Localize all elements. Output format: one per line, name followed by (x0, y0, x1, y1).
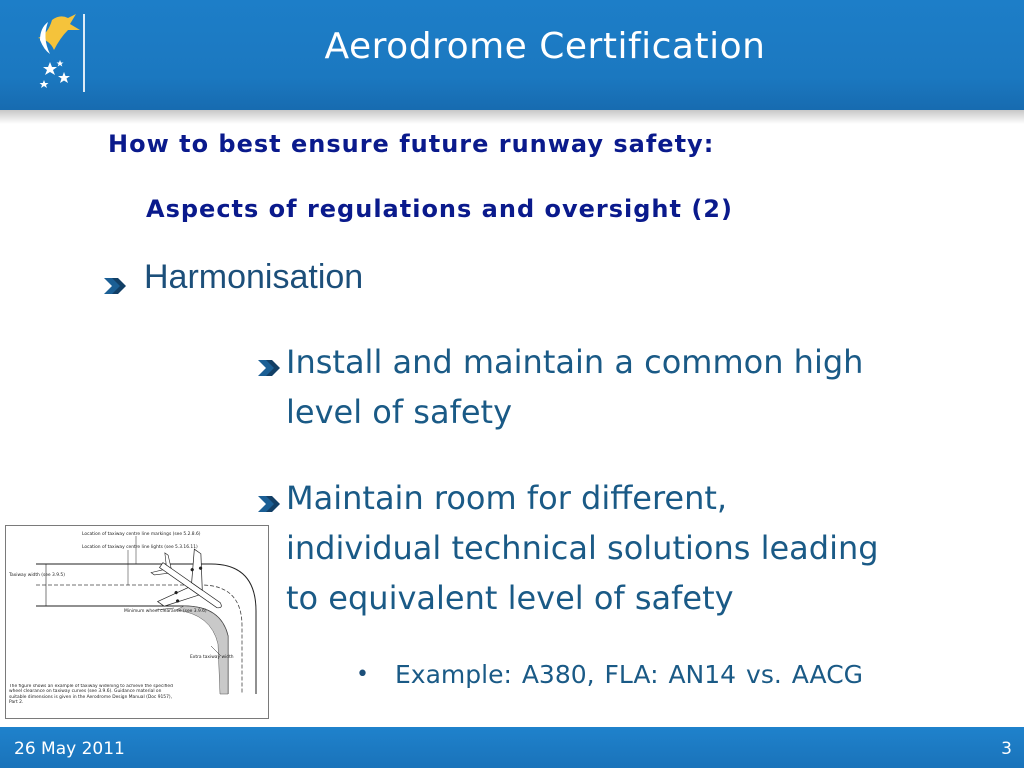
logo-divider (83, 14, 85, 92)
bullet-common-safety (286, 337, 986, 437)
header-shadow (0, 110, 1024, 124)
bullet-harmonisation: Harmonisation (144, 258, 364, 296)
arrow-bullet-icon (102, 276, 130, 296)
eurocontrol-star-logo-icon (30, 10, 90, 96)
subtitle-question: How to best ensure future runway safety: (108, 130, 715, 158)
taxiway-diagram-figure (6, 526, 268, 718)
subtitle-aspects: Aspects of regulations and oversight (2) (146, 195, 733, 223)
bullet-line: to equivalent level of safety (286, 579, 734, 617)
diagram-caption: The figure shows an example of taxiway widening to achieve the specified wheel clearance on taxiway curves (see 3.9.6). Guidance material on suitable dimensions is given in the Aerodrome Design Manual (Doc 9157), Part 2. (9, 684, 173, 706)
dot-bullet-icon: • (356, 662, 369, 687)
bullet-line: individual technical solutions leading (286, 529, 879, 567)
footer-bar (0, 727, 1024, 768)
diagram-label-min-clearance: Minimum wheel clearance (see 3.9.6) (124, 609, 207, 614)
diagram-label-centre-markings: Location of taxiway centre line markings (see 5.2.8.6) (82, 532, 201, 537)
bullet-example: Example: A380, FLA: AN14 vs. AACG (395, 660, 864, 689)
bullet-line: level of safety (286, 393, 512, 431)
taxiway-widening-diagram (5, 525, 269, 719)
bullet-line: Install and maintain a common high (286, 343, 864, 381)
arrow-bullet-icon (256, 358, 284, 378)
diagram-label-centre-lights: Location of taxiway centre line lights (see 5.3.16.11) (82, 545, 198, 550)
footer-page-number: 3 (1001, 739, 1012, 759)
diagram-label-taxiway-width: Taxiway width (see 3.9.5) (9, 573, 65, 578)
footer-date: 26 May 2011 (14, 739, 125, 759)
bullet-technical-solutions (286, 473, 986, 623)
arrow-bullet-icon (256, 494, 284, 514)
slide-title: Aerodrome Certification (324, 26, 766, 67)
diagram-label-extra-width: Extra taxiway width (190, 655, 234, 660)
bullet-line: Maintain room for different, (286, 479, 728, 517)
